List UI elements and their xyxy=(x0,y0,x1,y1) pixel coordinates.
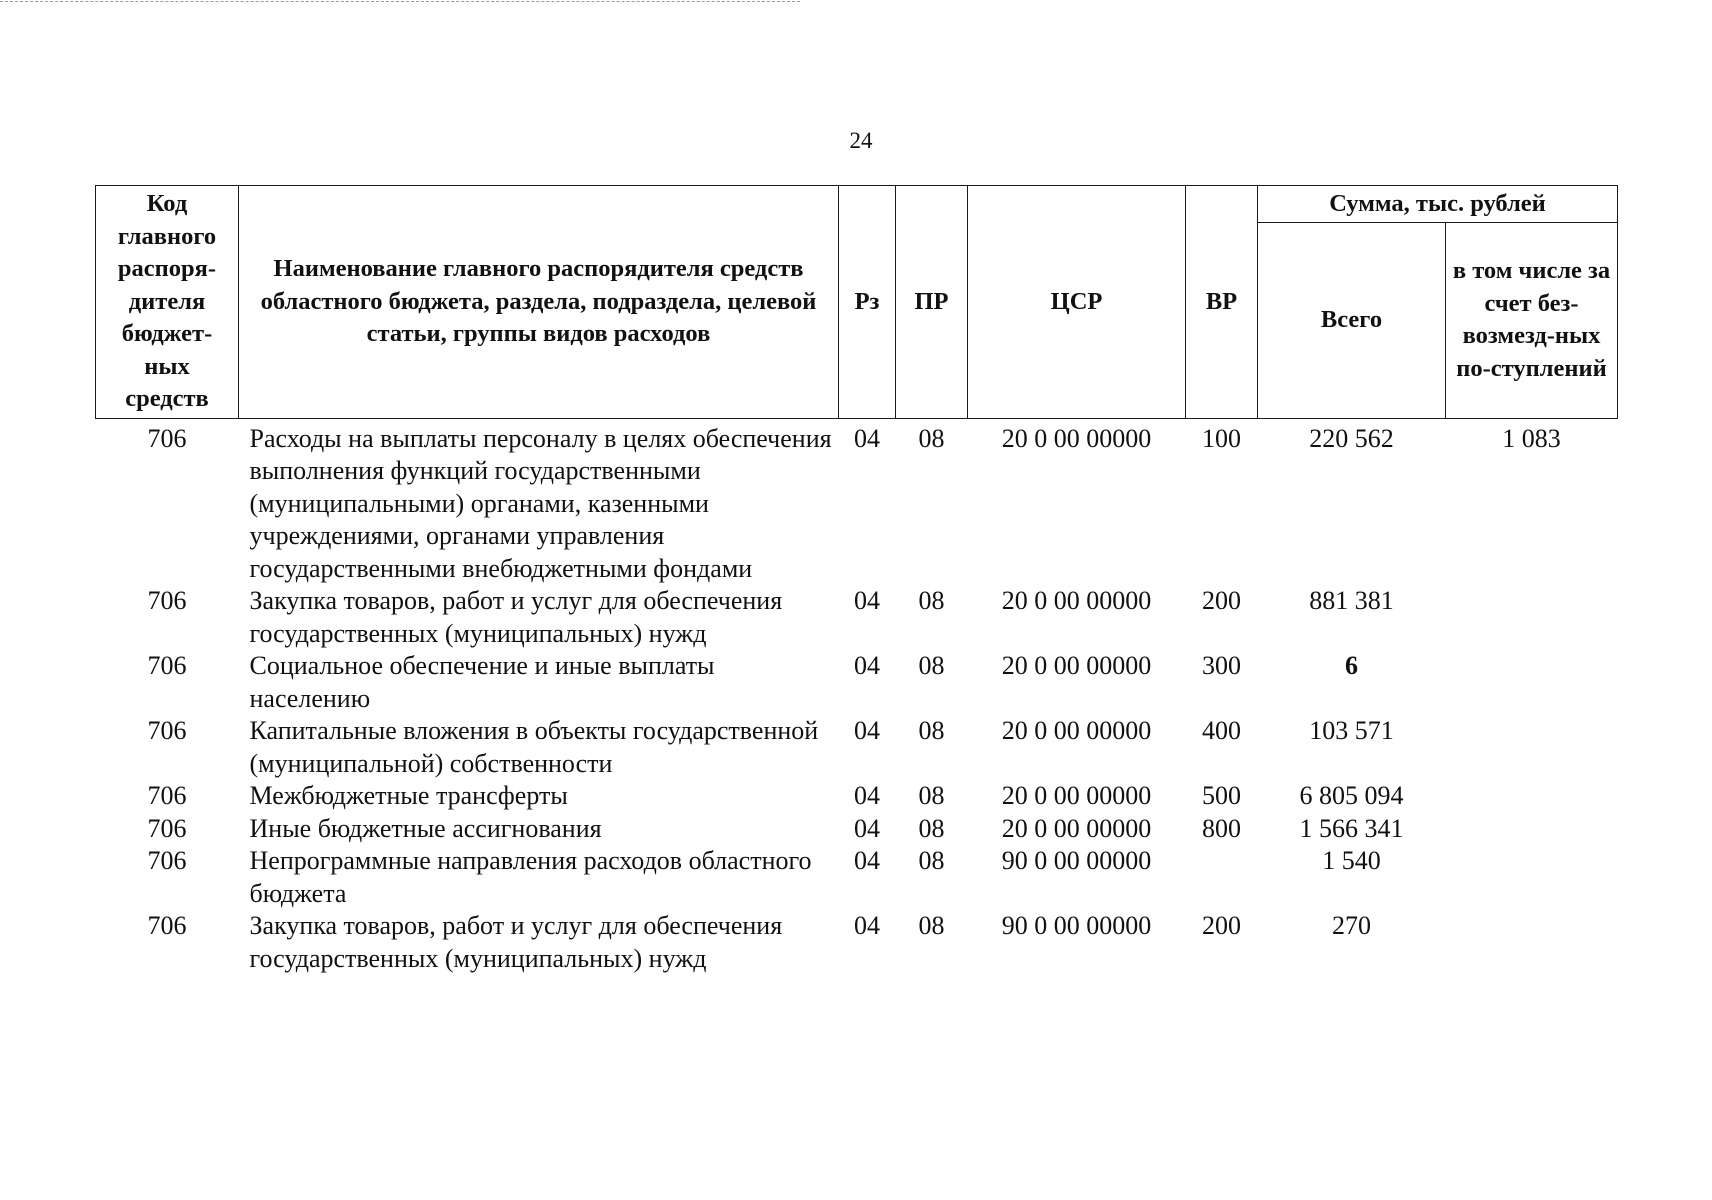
cell-free xyxy=(1446,650,1618,715)
cell-name: Непрограммные направления расходов областного бюджета xyxy=(249,846,812,908)
cell-total: 103 571 xyxy=(1309,716,1394,745)
header-csr: ЦСР xyxy=(968,186,1186,419)
cell-free xyxy=(1446,715,1618,780)
scan-artifact-line xyxy=(0,1,800,2)
cell-rz: 04 xyxy=(854,781,880,810)
cell-name: Межбюджетные трансферты xyxy=(249,781,568,810)
cell-vr: 400 xyxy=(1202,716,1241,745)
cell-free xyxy=(1446,845,1618,910)
cell-free xyxy=(1446,780,1618,813)
cell-pr: 08 xyxy=(918,781,945,810)
cell-pr: 08 xyxy=(918,911,945,940)
header-name: Наименование главного распорядителя средств областного бюджета, раздела, подраздела, целевой статьи, группы видов расходов xyxy=(239,186,839,419)
cell-code: 706 xyxy=(147,423,187,453)
cell-csr: 90 0 00 00000 xyxy=(1001,846,1152,875)
cell-rz: 04 xyxy=(854,813,880,843)
cell-pr: 08 xyxy=(918,423,945,453)
cell-free xyxy=(1446,813,1618,846)
cell-vr: 200 xyxy=(1202,586,1241,615)
cell-csr: 20 0 00 00000 xyxy=(1001,716,1152,745)
cell-vr: 300 xyxy=(1202,651,1241,680)
cell-code: 706 xyxy=(147,716,187,745)
cell-pr: 08 xyxy=(918,846,945,875)
header-sum: Сумма, тыс. рублей xyxy=(1258,186,1618,223)
header-vr: ВР xyxy=(1186,186,1258,419)
cell-csr: 20 0 00 00000 xyxy=(1001,651,1152,680)
table-body xyxy=(96,418,1618,975)
cell-free xyxy=(1446,910,1618,975)
cell-total: 1 540 xyxy=(1322,846,1381,875)
cell-csr: 20 0 00 00000 xyxy=(1001,813,1152,843)
cell-csr: 20 0 00 00000 xyxy=(1001,586,1152,615)
cell-code: 706 xyxy=(147,651,187,680)
cell-total: 881 381 xyxy=(1309,586,1394,615)
cell-rz: 04 xyxy=(854,911,880,940)
cell-total: 1 566 341 xyxy=(1299,813,1404,843)
cell-rz: 04 xyxy=(854,423,880,453)
table-row xyxy=(96,418,1618,585)
cell-rz: 04 xyxy=(854,651,880,680)
cell-code: 706 xyxy=(147,586,187,615)
cell-name: Социальное обеспечение и иные выплаты населению xyxy=(249,651,715,713)
cell-vr: 100 xyxy=(1202,423,1241,453)
cell-rz: 04 xyxy=(854,846,880,875)
page-number: 24 xyxy=(849,128,873,153)
cell-csr: 20 0 00 00000 xyxy=(1001,423,1152,453)
cell-code: 706 xyxy=(147,846,187,875)
table-row xyxy=(96,845,1618,910)
cell-free: 1 083 xyxy=(1502,423,1561,453)
cell-csr: 90 0 00 00000 xyxy=(1001,911,1152,940)
cell-free xyxy=(1446,585,1618,650)
table-row xyxy=(96,650,1618,715)
table-row xyxy=(96,715,1618,780)
header-rz: Рз xyxy=(839,186,896,419)
cell-code: 706 xyxy=(147,813,187,843)
cell-pr: 08 xyxy=(918,716,945,745)
cell-vr: 800 xyxy=(1202,813,1241,843)
table-row xyxy=(96,780,1618,813)
header-total: Всего xyxy=(1258,223,1446,419)
table-header xyxy=(96,186,1618,419)
cell-vr: 500 xyxy=(1202,781,1241,810)
cell-vr xyxy=(1186,845,1258,910)
table-row xyxy=(96,813,1618,846)
cell-pr: 08 xyxy=(918,651,945,680)
cell-pr: 08 xyxy=(918,813,945,843)
header-pr: ПР xyxy=(896,186,968,419)
cell-code: 706 xyxy=(147,911,187,940)
cell-name: Закупка товаров, работ и услуг для обеспечения государственных (муниципальных) нужд xyxy=(249,586,783,648)
budget-table xyxy=(95,185,1618,975)
cell-total: 6 805 094 xyxy=(1299,781,1404,810)
cell-total: 6 xyxy=(1345,651,1358,680)
cell-csr: 20 0 00 00000 xyxy=(1001,781,1152,810)
cell-name: Расходы на выплаты персоналу в целях обеспечения выполнения функций государственными (муниципальными) органами, казенными учреждениями, органами управления государственными внебюджетными фондами xyxy=(249,423,832,583)
table-row xyxy=(96,585,1618,650)
cell-code: 706 xyxy=(147,781,187,810)
cell-rz: 04 xyxy=(854,716,880,745)
cell-name: Закупка товаров, работ и услуг для обеспечения государственных (муниципальных) нужд xyxy=(249,911,783,973)
cell-total: 220 562 xyxy=(1309,423,1394,453)
header-code: Код главного распоря-дителя бюджет-ных средств xyxy=(96,186,239,419)
cell-name: Иные бюджетные ассигнования xyxy=(249,813,602,843)
cell-name: Капитальные вложения в объекты государственной (муниципальной) собственности xyxy=(249,716,819,778)
cell-vr: 200 xyxy=(1202,911,1241,940)
table-row xyxy=(96,910,1618,975)
cell-pr: 08 xyxy=(918,586,945,615)
cell-total: 270 xyxy=(1332,911,1371,940)
cell-rz: 04 xyxy=(854,586,880,615)
header-free: в том числе за счет без-возмезд-ных по-ступлений xyxy=(1446,223,1618,419)
